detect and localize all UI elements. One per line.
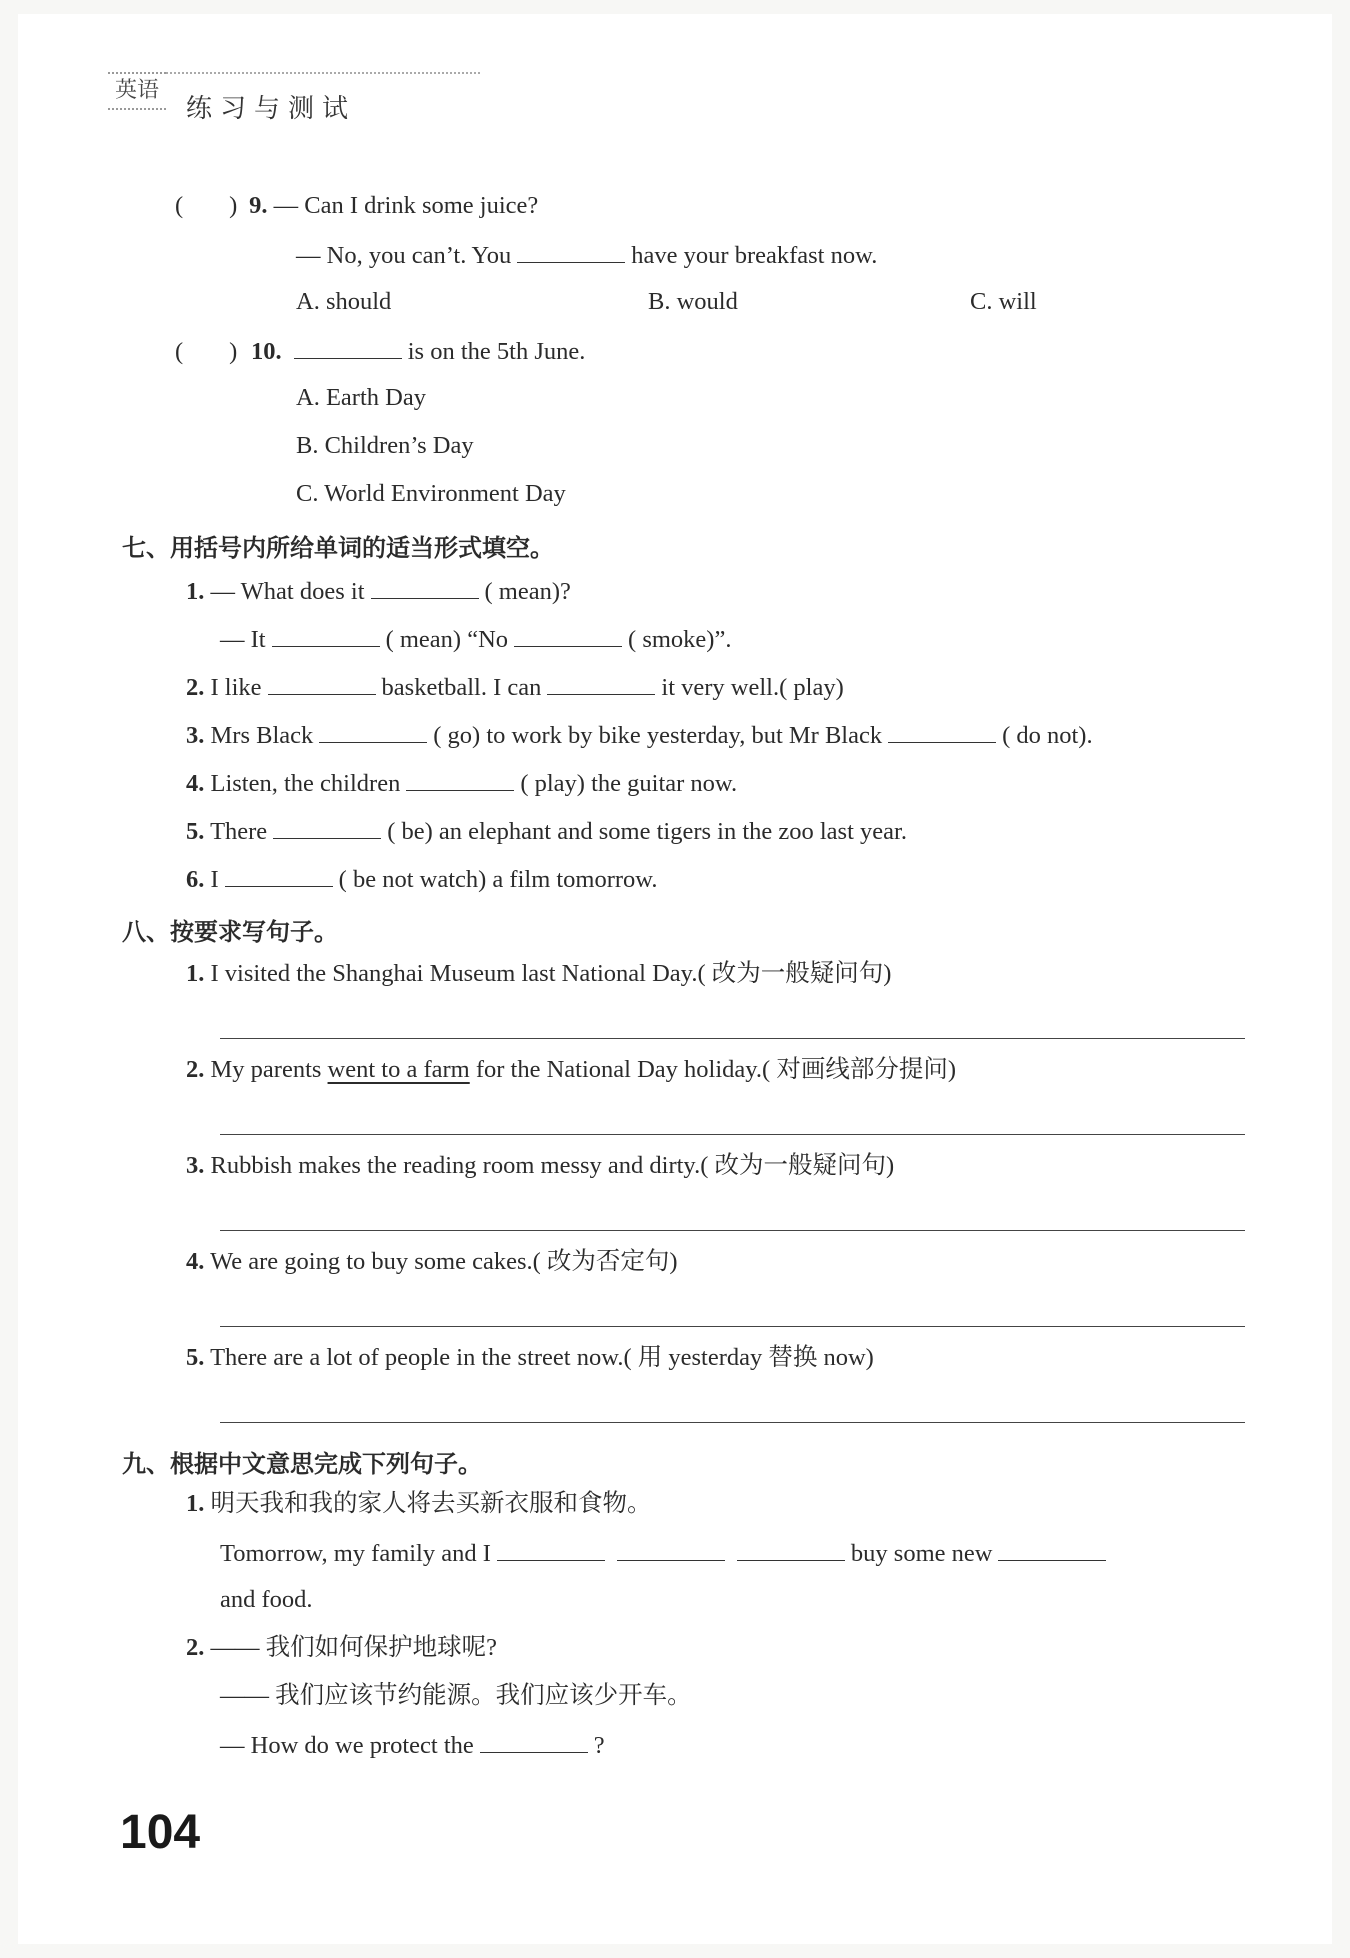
question-9-line2: — No, you can’t. You have your breakfast now.	[296, 238, 877, 272]
subject-label: 英语	[108, 72, 166, 110]
s9-question-1-line2: Tomorrow, my family and I buy some new	[220, 1536, 1112, 1570]
book-title: 练习与测试	[186, 94, 357, 124]
answer-line[interactable]	[220, 1422, 1245, 1423]
answer-blank[interactable]	[406, 766, 514, 791]
option-b[interactable]: B. Children’s Day	[296, 432, 474, 459]
answer-blank[interactable]	[517, 238, 625, 263]
answer-blank[interactable]	[480, 1728, 588, 1753]
answer-blank[interactable]	[319, 718, 427, 743]
answer-blank[interactable]	[617, 1536, 725, 1561]
s7-question-5: 5. There ( be) an elephant and some tigers in the zoo last year.	[186, 814, 907, 848]
answer-blank[interactable]	[273, 814, 381, 839]
option-c[interactable]: C. will	[970, 288, 1037, 315]
s9-question-2: 2. —— 我们如何保护地球呢?	[186, 1634, 497, 1661]
answer-blank[interactable]	[888, 718, 996, 743]
answer-blank[interactable]	[371, 574, 479, 599]
answer-blank[interactable]	[294, 334, 402, 359]
s8-question-4: 4. We are going to buy some cakes.( 改为否定句)	[186, 1248, 678, 1275]
answer-blank[interactable]	[737, 1536, 845, 1561]
answer-blank[interactable]	[497, 1536, 605, 1561]
question-number: 9.	[249, 192, 268, 219]
header-divider	[166, 72, 480, 74]
s7-question-1: 1. — What does it ( mean)?	[186, 574, 571, 608]
answer-line[interactable]	[220, 1230, 1245, 1231]
option-a[interactable]: A. Earth Day	[296, 384, 426, 411]
s9-question-2-line2: —— 我们应该节约能源。我们应该少开车。	[220, 1682, 692, 1709]
answer-line[interactable]	[220, 1326, 1245, 1327]
answer-blank[interactable]	[514, 622, 622, 647]
option-b[interactable]: B. would	[648, 288, 738, 315]
answer-paren[interactable]: ( )	[175, 338, 238, 365]
section-8-title: 八、按要求写句子。	[122, 918, 338, 946]
s8-question-3: 3. Rubbish makes the reading room messy and dirty.( 改为一般疑问句)	[186, 1152, 895, 1179]
question-number: 10.	[251, 338, 282, 365]
s9-question-1-line3: and food.	[220, 1586, 313, 1613]
section-7-title: 七、用括号内所给单词的适当形式填空。	[122, 534, 554, 562]
s8-question-5: 5. There are a lot of people in the street now.( 用 yesterday 替换 now)	[186, 1344, 874, 1371]
answer-blank[interactable]	[272, 622, 380, 647]
page-number: 104	[120, 1806, 201, 1859]
answer-line[interactable]	[220, 1134, 1245, 1135]
answer-paren[interactable]: ( )	[175, 192, 238, 219]
question-10: ( ) 10. is on the 5th June.	[175, 334, 585, 368]
s7-question-2: 2. I like basketball. I can it very well.( play)	[186, 670, 844, 704]
s9-question-1: 1. 明天我和我的家人将去买新衣服和食物。	[186, 1490, 652, 1517]
underlined-phrase: went to a farm	[327, 1056, 470, 1083]
answer-blank[interactable]	[225, 862, 333, 887]
question-text: — Can I drink some juice?	[273, 192, 539, 219]
s8-question-1: 1. I visited the Shanghai Museum last National Day.( 改为一般疑问句)	[186, 960, 892, 987]
option-a[interactable]: A. should	[296, 288, 392, 315]
answer-blank[interactable]	[268, 670, 376, 695]
answer-blank[interactable]	[998, 1536, 1106, 1561]
s9-question-2-line3: — How do we protect the ?	[220, 1728, 605, 1762]
s7-question-6: 6. I ( be not watch) a film tomorrow.	[186, 862, 658, 896]
question-9	[175, 190, 538, 222]
s8-question-2: 2. My parents went to a farm for the National Day holiday.( 对画线部分提问)	[186, 1056, 957, 1083]
s7-question-3: 3. Mrs Black ( go) to work by bike yesterday, but Mr Black ( do not).	[186, 718, 1093, 752]
answer-line[interactable]	[220, 1038, 1245, 1039]
option-c[interactable]: C. World Environment Day	[296, 480, 566, 507]
s7-question-1-line2: — It ( mean) “No ( smoke)”.	[220, 622, 731, 656]
s7-question-4: 4. Listen, the children ( play) the guitar now.	[186, 766, 737, 800]
section-9-title: 九、根据中文意思完成下列句子。	[122, 1450, 482, 1478]
answer-blank[interactable]	[547, 670, 655, 695]
